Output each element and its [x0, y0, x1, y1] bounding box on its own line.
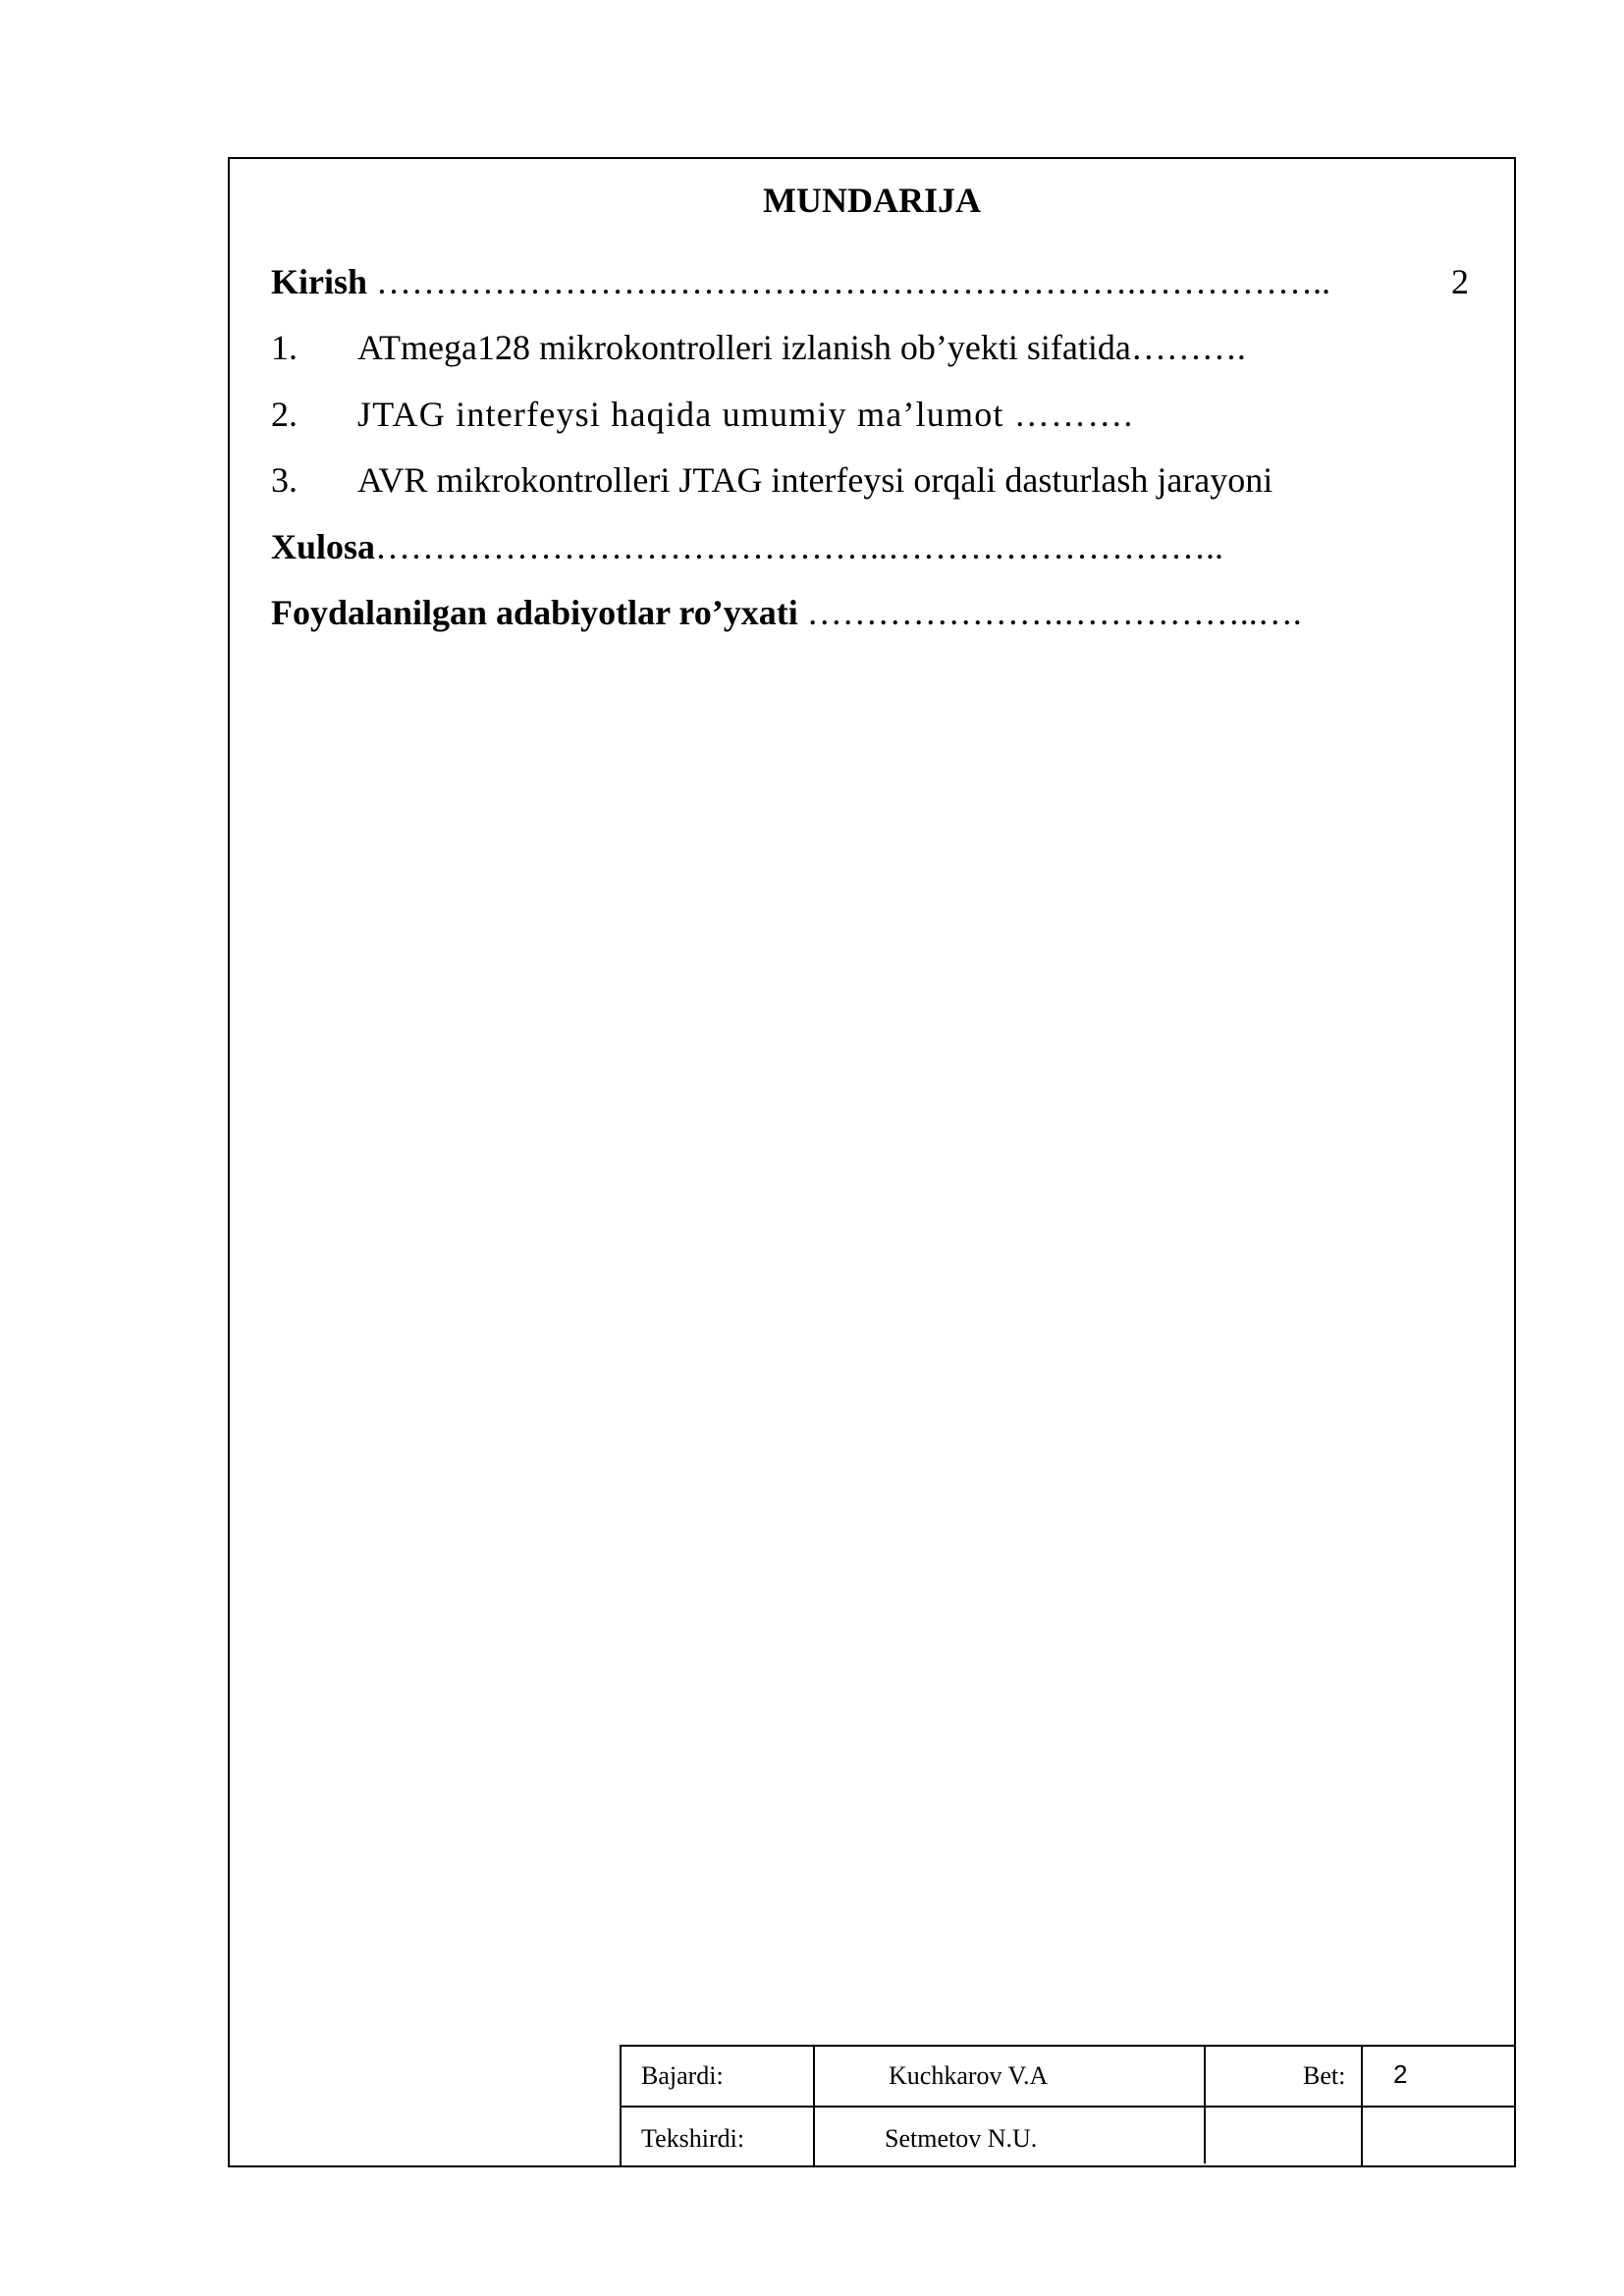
toc-entry-3: [271, 455, 1469, 505]
toc-entry-dots: ……………………………………..………………………..: [375, 527, 1224, 566]
toc-entry-number: 2.: [271, 395, 298, 434]
page-number: 2: [1393, 2059, 1408, 2089]
toc-entry-label: Foydalanilgan adabiyotlar ro’yxati: [271, 593, 798, 632]
title-block-divider: [1204, 2047, 1206, 2163]
checked-by-name: Setmetov N.U.: [885, 2124, 1038, 2153]
toc-entry-page: 2: [1451, 262, 1469, 301]
toc-entry-number: 3.: [271, 460, 298, 500]
toc-entry-dots: ………………….……………..….: [797, 593, 1302, 632]
page-label: Bet:: [1303, 2061, 1346, 2090]
toc-entry-references: [271, 588, 1469, 637]
toc-entry-kirish: [271, 257, 1469, 306]
title-block-divider: [622, 2106, 1516, 2108]
checked-label: Tekshirdi:: [641, 2124, 745, 2153]
title-block-divider: [1361, 2047, 1363, 2167]
performed-by-name: Kuchkarov V.A: [889, 2061, 1049, 2090]
toc-entry-2: [271, 390, 1469, 439]
title-block: [620, 2045, 1516, 2167]
toc-entry-xulosa: [271, 522, 1469, 571]
toc-entry-text: JTAG interfeysi haqida umumiy ma’lumot ……….: [357, 395, 1134, 434]
toc-entry-label: Xulosa: [271, 527, 376, 566]
toc-entry-dots: …………………….………………………………….……………..: [367, 262, 1331, 301]
toc-entry-text: AVR mikrokontrolleri JTAG interfeysi orqali dasturlash jarayoni: [357, 460, 1273, 500]
toc-entry-text: ATmega128 mikrokontrolleri izlanish ob’yekti sifatida……….: [357, 328, 1246, 367]
title-block-divider: [813, 2047, 815, 2167]
page-title: MUNDARIJA: [763, 181, 981, 220]
page-frame: [228, 157, 1516, 2167]
toc-entry-label: Kirish: [271, 262, 368, 301]
performed-label: Bajardi:: [641, 2061, 724, 2090]
toc-entry-1: [271, 323, 1469, 372]
toc-entry-number: 1.: [271, 328, 298, 367]
